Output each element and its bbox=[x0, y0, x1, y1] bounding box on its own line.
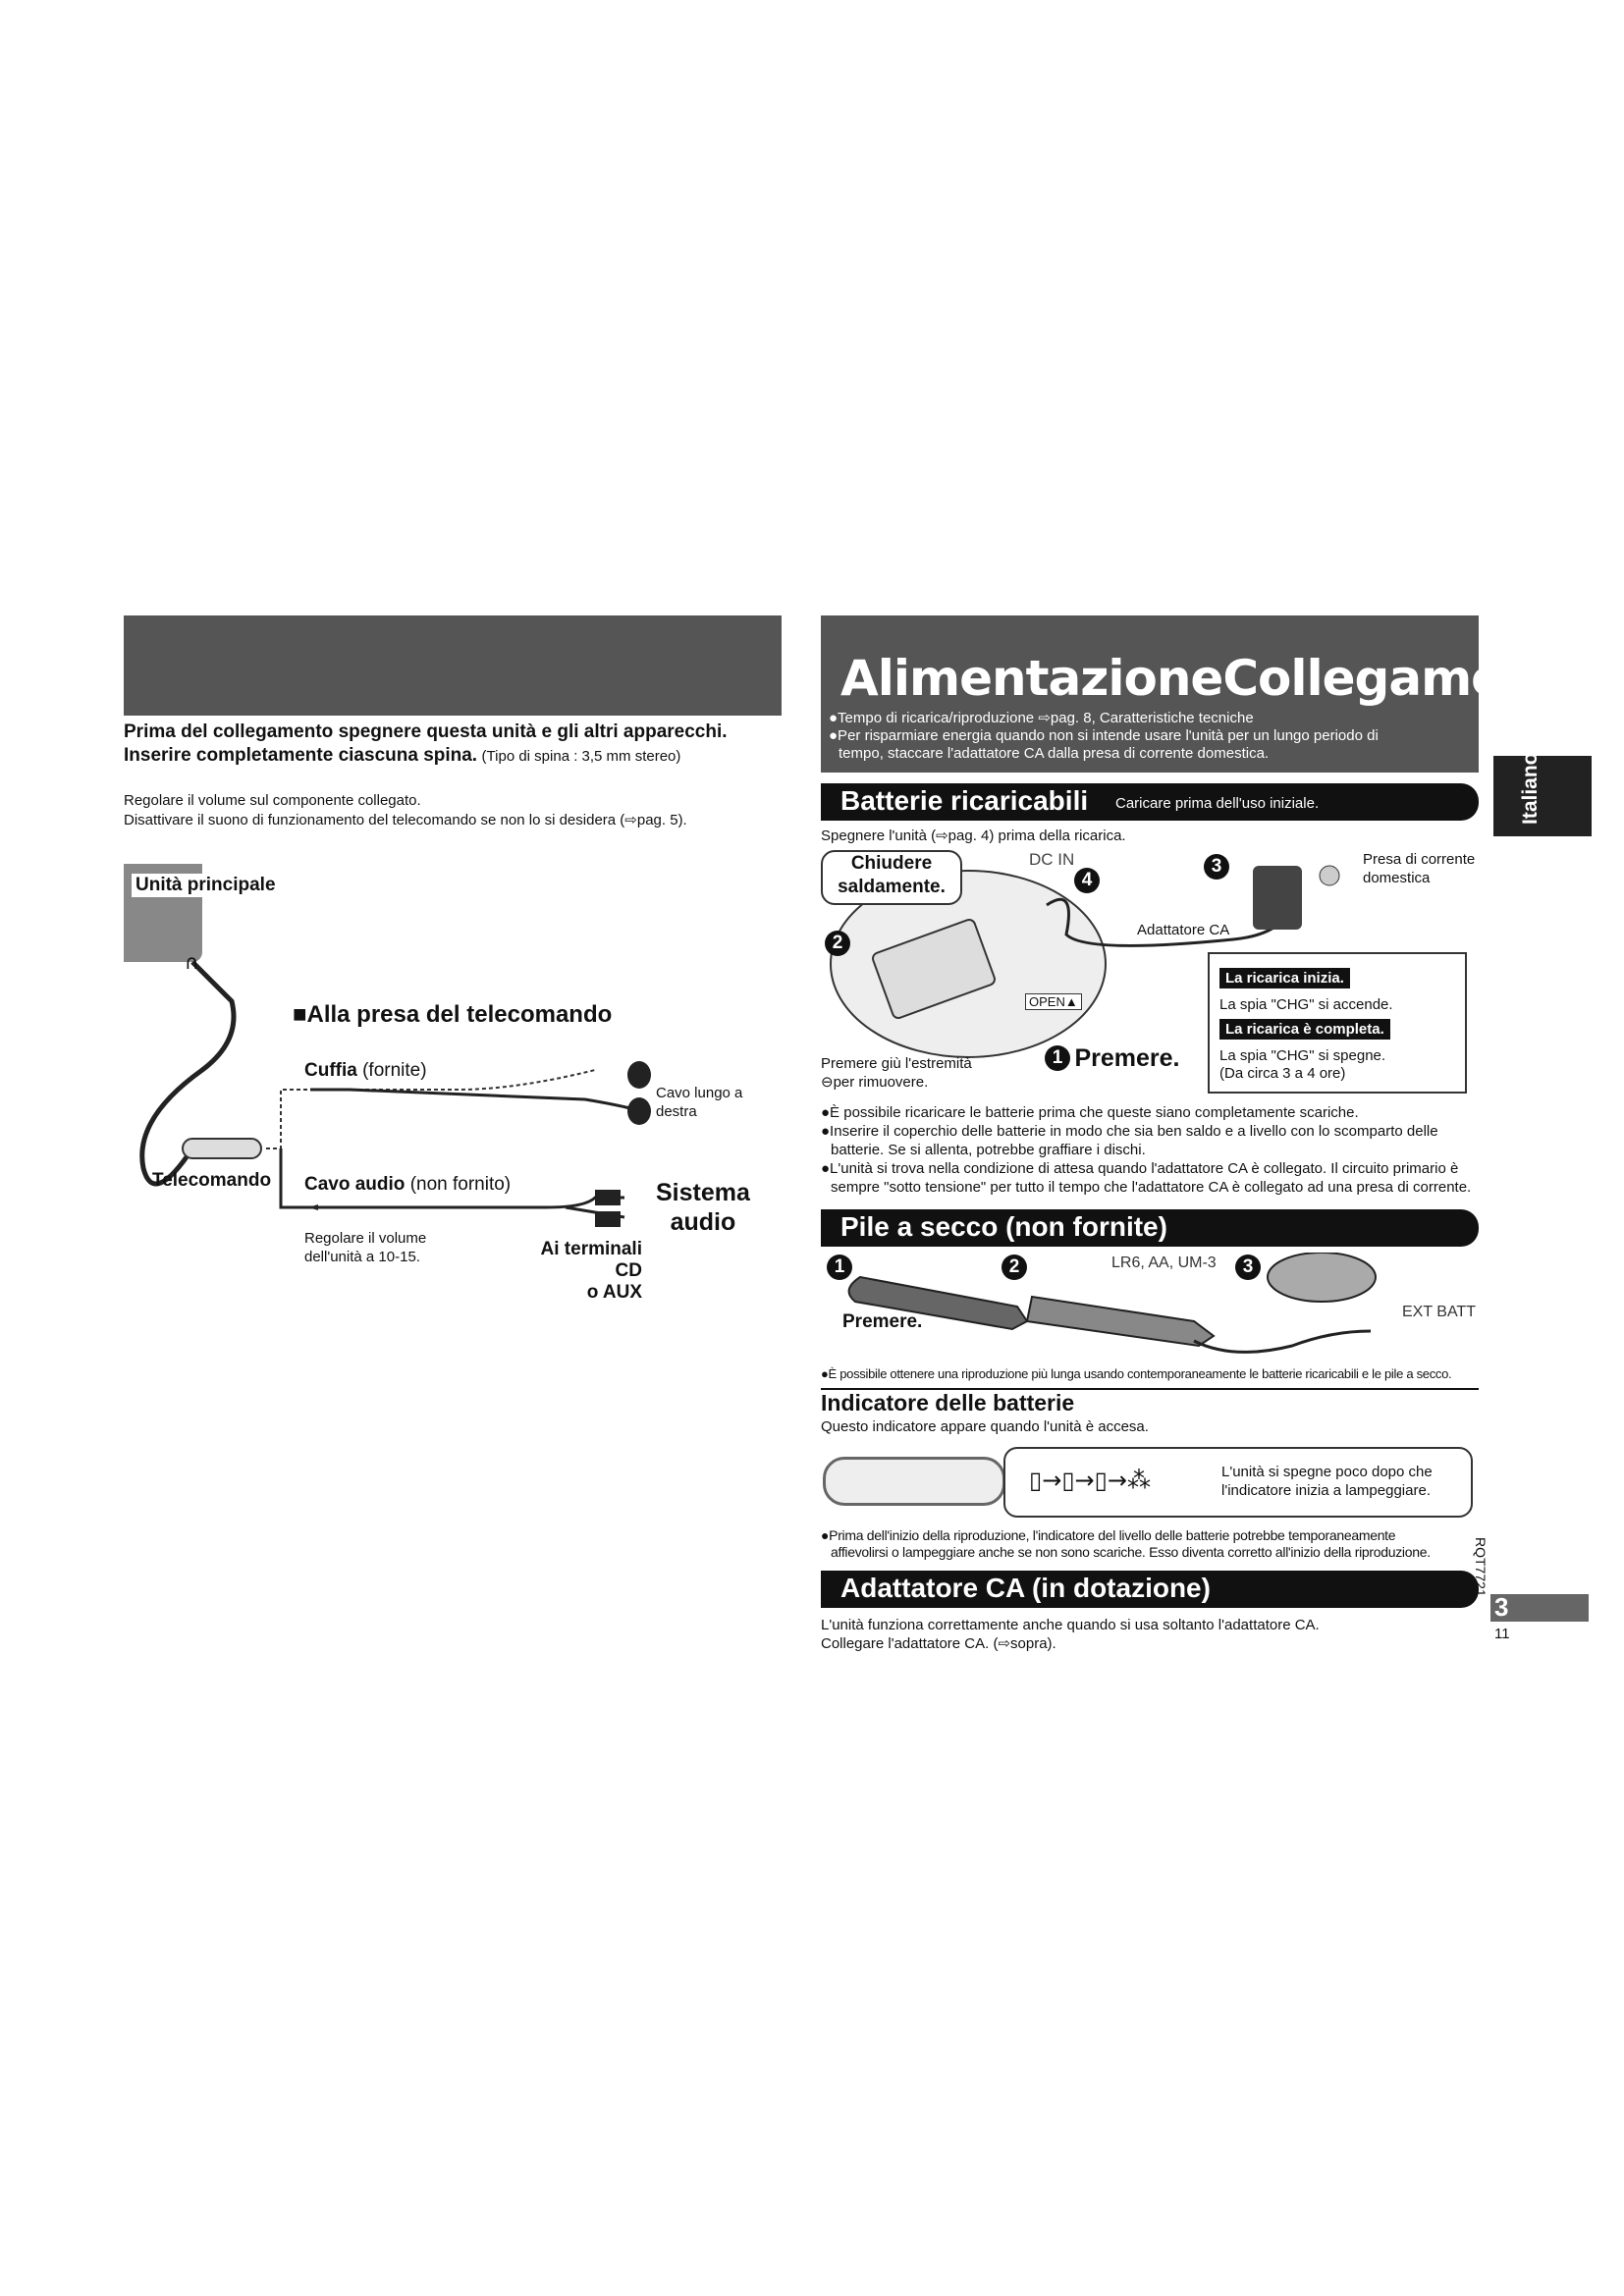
press-down-label bbox=[821, 1054, 972, 1092]
battery-type-label: LR6, AA, UM-3 bbox=[1111, 1255, 1217, 1271]
main-unit-label: Unità principale bbox=[135, 875, 276, 895]
volume-note bbox=[304, 1229, 426, 1266]
audio-system-line2: audio bbox=[670, 1208, 736, 1236]
step-2-badge: 2 bbox=[825, 931, 850, 956]
remote-jack-label: ■Alla presa del telecomando bbox=[293, 1001, 613, 1028]
dc-in-label: DC IN bbox=[1029, 850, 1075, 869]
long-cord-label bbox=[656, 1084, 742, 1121]
headphones-name: Cuffia bbox=[304, 1060, 357, 1081]
audio-cable-sub: (non fornito) bbox=[409, 1174, 512, 1195]
volume-note-line2: dell'unità a 10-15. bbox=[304, 1249, 420, 1265]
left-intro-line2 bbox=[124, 745, 680, 767]
banner-bullet2b: tempo, staccare l'adattatore CA dalla presa di corrente domestica. bbox=[839, 745, 1270, 762]
charge-done-tag: La ricarica è completa. bbox=[1219, 1019, 1390, 1040]
sec1-bullet2: ●Inserire il coperchio delle batterie in modo che sia ben saldo e a livello con lo scomparto delle bbox=[821, 1123, 1438, 1140]
long-cord-line2: destra bbox=[656, 1103, 697, 1120]
dry-press-label: Premere. bbox=[842, 1311, 923, 1332]
main-unit-label-bg bbox=[132, 874, 280, 897]
plug-type: (Tipo di spina : 3,5 mm stereo) bbox=[481, 748, 681, 765]
section-ac-adapter-title: Adattatore CA (in dotazione) bbox=[840, 1573, 1211, 1603]
indicator-bullet-line1: ●Prima dell'inizio della riproduzione, l'indicatore del livello delle batterie potrebbe temporaneamente bbox=[821, 1527, 1396, 1543]
headphones-sub: (fornite) bbox=[362, 1060, 427, 1081]
ext-batt-label: EXT BATT bbox=[1402, 1304, 1476, 1320]
dry-step-3-badge: 3 bbox=[1235, 1255, 1261, 1280]
banner-bullets bbox=[829, 710, 1379, 763]
indicator-note bbox=[1221, 1463, 1433, 1500]
section-rechargeable-title: Batterie ricaricabili bbox=[840, 785, 1089, 816]
charge-status-box bbox=[1208, 952, 1467, 1094]
dry-step-2-badge: 2 bbox=[1001, 1255, 1027, 1280]
terminals-label bbox=[511, 1239, 642, 1304]
language-tab-label: Italiano bbox=[1519, 752, 1542, 825]
left-note1: Regolare il volume sul componente collegato. bbox=[124, 792, 421, 809]
audio-cable-label bbox=[304, 1174, 511, 1196]
terminals-line2: o AUX bbox=[586, 1282, 642, 1303]
audio-cable-name: Cavo audio bbox=[304, 1174, 406, 1195]
press-step bbox=[1045, 1044, 1179, 1073]
sec1-bullet2b: batterie. Se si allenta, potrebbe graffiare i dischi. bbox=[831, 1142, 1146, 1158]
indicator-note-line2: l'indicatore inizia a lampeggiare. bbox=[1221, 1482, 1431, 1499]
close-tight-line1: Chiudere bbox=[850, 853, 933, 874]
left-note2: Disattivare il suono di funzionamento del telecomando se non lo si desidera (⇨pag. 5). bbox=[124, 812, 687, 828]
indicator-bullet bbox=[821, 1527, 1431, 1561]
sec2-note: ●È possibile ottenere una riproduzione più lunga usando contemporaneamente le batterie ricaricabili e le pile a secco. bbox=[821, 1366, 1452, 1381]
headphone-icon: ∩ bbox=[185, 950, 199, 974]
press-down-line1: Premere giù l'estremità bbox=[821, 1055, 972, 1072]
sec1-bullet1: ●È possibile ricaricare le batterie prima che queste siano completamente scariche. bbox=[821, 1104, 1359, 1121]
chg-time-text: (Da circa 3 a 4 ore) bbox=[1219, 1065, 1346, 1082]
banner-bullet1: ●Tempo di ricarica/riproduzione ⇨pag. 8, Caratteristiche tecniche bbox=[829, 710, 1254, 726]
left-intro-line2-text: Inserire completamente ciascuna spina. bbox=[124, 745, 478, 766]
sec1-bullets bbox=[821, 1103, 1471, 1197]
indicator-title: Indicatore delle batterie bbox=[821, 1390, 1075, 1415]
dry-step-1-badge: 1 bbox=[827, 1255, 852, 1280]
section-dry-batteries-title: Pile a secco (non fornite) bbox=[840, 1211, 1167, 1242]
outlet-label bbox=[1363, 850, 1475, 887]
indicator-note-line1: L'unità si spegne poco dopo che bbox=[1221, 1464, 1433, 1480]
sec3-line1: L'unità funziona correttamente anche quando si usa soltanto l'adattatore CA. bbox=[821, 1617, 1320, 1633]
page-number-small: 11 bbox=[1494, 1626, 1510, 1642]
page-number-big: 3 bbox=[1494, 1592, 1509, 1622]
sec3-line2: Collegare l'adattatore CA. (⇨sopra). bbox=[821, 1635, 1056, 1652]
indicator-rule bbox=[821, 1388, 1479, 1390]
charge-start-tag: La ricarica inizia. bbox=[1219, 968, 1350, 988]
indicator-bullet-line2: affievolirsi o lampeggiare anche se non sono scariche. Esso diventa corretto all'inizio della riproduzione. bbox=[831, 1544, 1431, 1560]
language-tab bbox=[1493, 752, 1592, 836]
headphones-label bbox=[304, 1060, 427, 1082]
close-tight-line2: saldamente. bbox=[838, 877, 946, 897]
section-rechargeable-sub: Caricare prima dell'uso iniziale. bbox=[1115, 795, 1320, 812]
close-tight-callout bbox=[821, 850, 962, 905]
left-intro-line1: Prima del collegamento spegnere questa unità e gli altri apparecchi. bbox=[124, 721, 728, 742]
banner-bullet2: ●Per risparmiare energia quando non si intende usare l'unità per un lungo periodo di bbox=[829, 727, 1379, 744]
ac-adapter-label: Adattatore CA bbox=[1137, 922, 1230, 938]
outlet-line2: domestica bbox=[1363, 870, 1431, 886]
open-label: OPEN▲ bbox=[1025, 993, 1082, 1010]
step-1-badge: 1 bbox=[1045, 1045, 1070, 1071]
remote-label: Telecomando bbox=[152, 1170, 272, 1191]
chg-off-text: La spia "CHG" si spegne. bbox=[1219, 1047, 1386, 1064]
doc-code: RQT7721 bbox=[1473, 1537, 1489, 1597]
terminals-line1: Ai terminali CD bbox=[540, 1239, 642, 1281]
press-down-line2: ⊖per rimuovere. bbox=[821, 1074, 929, 1091]
indicator-box bbox=[1003, 1447, 1473, 1518]
step-3-badge: 3 bbox=[1204, 854, 1229, 880]
audio-system-label bbox=[656, 1178, 750, 1237]
press-label: Premere. bbox=[1074, 1044, 1180, 1072]
audio-system-line1: Sistema bbox=[656, 1179, 750, 1206]
step-4-badge: 4 bbox=[1074, 868, 1100, 893]
sec1-intro: Spegnere l'unità (⇨pag. 4) prima della ricarica. bbox=[821, 828, 1126, 844]
outlet-line1: Presa di corrente bbox=[1363, 851, 1476, 868]
sec1-bullet3b: sempre "sotto tensione" per tutto il tempo che l'adattatore CA è collegato ad una presa di corrente. bbox=[831, 1179, 1472, 1196]
battery-level-icons: ▯→▯→▯→⁂ bbox=[1029, 1467, 1151, 1494]
volume-note-line1: Regolare il volume bbox=[304, 1230, 427, 1247]
page-title: AlimentazioneCollegamenti bbox=[840, 650, 1576, 707]
section-ac-adapter bbox=[821, 1571, 1479, 1608]
remote-display-graphic bbox=[823, 1457, 1005, 1506]
chg-on-text: La spia "CHG" si accende. bbox=[1219, 996, 1393, 1013]
indicator-sub: Questo indicatore appare quando l'unità è accesa. bbox=[821, 1418, 1149, 1435]
long-cord-line1: Cavo lungo a bbox=[656, 1085, 743, 1101]
sec3-text bbox=[821, 1616, 1320, 1653]
section-dry-batteries bbox=[821, 1209, 1479, 1247]
section-rechargeable bbox=[821, 783, 1479, 821]
left-banner bbox=[124, 615, 782, 716]
sec1-bullet3: ●L'unità si trova nella condizione di attesa quando l'adattatore CA è collegato. Il circuito primario è bbox=[821, 1160, 1459, 1177]
